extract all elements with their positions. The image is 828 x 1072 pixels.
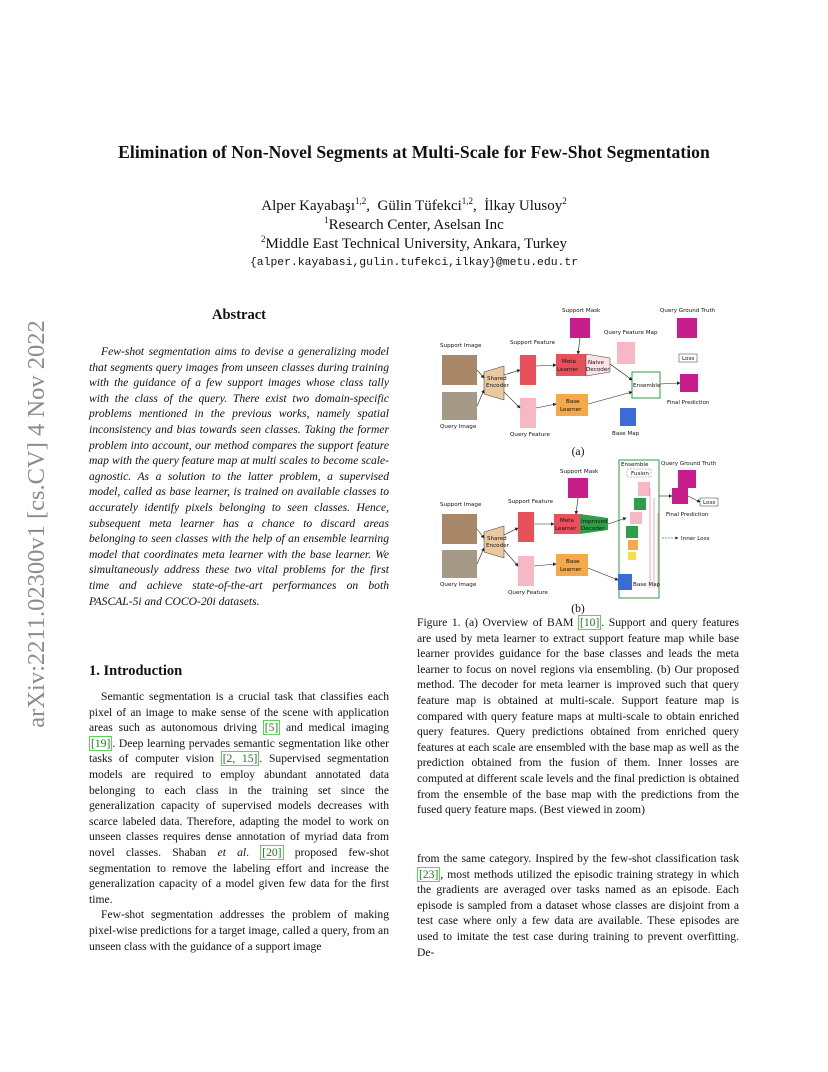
label-loss: Loss bbox=[682, 356, 695, 362]
citation-link[interactable]: [23] bbox=[419, 867, 439, 881]
scale-block bbox=[634, 498, 646, 510]
affiliation-line bbox=[0, 215, 828, 234]
query-feature-block bbox=[518, 556, 534, 586]
label-base-map: Base Map bbox=[633, 582, 661, 588]
author-affiliation: 2 bbox=[562, 196, 567, 206]
citation-link[interactable]: [2, 15] bbox=[222, 752, 258, 766]
label-ensemble: Ensemble bbox=[633, 383, 661, 389]
arrow bbox=[536, 404, 556, 408]
label-base-map: Base Map bbox=[612, 431, 640, 437]
label-query-feature: Query Feature bbox=[508, 590, 548, 596]
arrow bbox=[578, 338, 580, 354]
label-support-feature: Support Feature bbox=[510, 340, 556, 346]
label-improved: Improved bbox=[581, 519, 608, 525]
label-query-image: Query Image bbox=[440, 582, 477, 588]
arrow bbox=[504, 528, 518, 535]
author-affiliation: 1,2 bbox=[355, 196, 367, 206]
label-encoder: Encoder bbox=[486, 543, 509, 549]
query-gt-image bbox=[677, 318, 697, 338]
citation-link[interactable]: [19] bbox=[91, 736, 111, 750]
text-run: . Support and query features are used by meta learner to extract support feature map while base learner provides guidance for the base classes and leads the meta learner to focus on novel regions via ensembling. (b) Our proposed method. The decoder for meta learner is improved such that query feature map is obtained at multi-scale. Support feature map is compared with query feature maps at multi-scale to obtain enriched query features. Query predictions obtained from enriched query features at each scale are ensembled with the base map as well as the prediction obtained from the fusion of them. Inner losses are computed at different scale levels and the final prediction is obtained from the ensemble of the base map with the predictions from the fused query feature maps. (Best viewed in zoom) bbox=[417, 616, 739, 817]
base-map-image bbox=[620, 408, 636, 426]
affiliation-number: 2 bbox=[261, 234, 266, 244]
author-name: Alper Kayabaşı bbox=[261, 198, 355, 214]
query-feature-map-block bbox=[617, 342, 635, 364]
author-list: Alper Kayabaşı$^{1,2}$, Gülin Tüfekci$^{1,2}$, İlkay Ulusoy$^2$ bbox=[261, 196, 567, 214]
label-support-mask: Support Mask bbox=[560, 469, 599, 475]
affiliation-line bbox=[0, 234, 828, 253]
label-query-feature: Query Feature bbox=[510, 432, 550, 438]
arrow bbox=[477, 548, 484, 564]
citation-link[interactable]: [20] bbox=[262, 845, 282, 859]
label-support-feature: Support Feature bbox=[508, 499, 554, 505]
label-ensemble: Ensemble bbox=[621, 462, 649, 468]
arrow bbox=[477, 370, 484, 378]
arrow bbox=[610, 364, 632, 380]
arrow bbox=[504, 550, 518, 566]
citation-link[interactable]: [10] bbox=[579, 616, 600, 629]
scale-block bbox=[628, 540, 638, 550]
figure-1-caption bbox=[417, 615, 739, 818]
base-map-image bbox=[618, 574, 632, 590]
label-base: Base bbox=[566, 559, 580, 565]
arrow bbox=[504, 370, 520, 375]
author-affiliation: 1,2 bbox=[461, 196, 474, 206]
label-loss: Loss bbox=[703, 500, 716, 506]
label-support-mask: Support Mask bbox=[562, 308, 601, 314]
label-encoder: Encoder bbox=[486, 383, 509, 389]
arrow bbox=[477, 529, 484, 538]
arxiv-stamp bbox=[22, 286, 52, 761]
intro-paragraph-1 bbox=[89, 689, 389, 907]
support-mask-image bbox=[570, 318, 590, 338]
paper-title: Elimination of Non-Novel Segments at Multi-Scale for Few-Shot Segmentation bbox=[118, 142, 710, 162]
label-query-ground-truth: Query Ground Truth bbox=[661, 461, 717, 467]
scale-block bbox=[626, 526, 638, 538]
affiliation-number: 1 bbox=[324, 215, 329, 225]
query-gt-image bbox=[678, 470, 696, 488]
abstract-heading: Abstract bbox=[212, 307, 266, 323]
label-query-feature-map: Query Feature Map bbox=[604, 330, 658, 336]
text-run: . Supervised segmentation models are required to employ abundant annotated data belonging to each class in the training set since the generalization capacity of supervised models decreases with scarce labeled data. Therefore, adapting the model to work on unseen classes requires dense annotation of myriad data from novel classes. Shaban bbox=[89, 752, 389, 859]
text-run: Figure 1. (a) Overview of BAM bbox=[417, 616, 578, 629]
label-fusion: Fusion bbox=[631, 471, 649, 477]
arrow bbox=[504, 392, 520, 408]
arrow bbox=[576, 498, 578, 514]
figure-1b-diagram bbox=[432, 458, 732, 603]
label-support-image: Support Image bbox=[440, 502, 482, 508]
final-prediction-image bbox=[672, 488, 688, 504]
label-decoder: Decoder bbox=[581, 526, 605, 532]
citation-link[interactable]: [5] bbox=[264, 721, 279, 735]
support-feature-block bbox=[520, 355, 536, 385]
scale-block bbox=[628, 552, 636, 560]
arrow bbox=[534, 564, 556, 566]
arrow bbox=[688, 496, 700, 502]
query-feature-block bbox=[520, 398, 536, 428]
query-photo bbox=[442, 392, 477, 420]
author-name: Gülin Tüfekci bbox=[377, 198, 462, 214]
label-query-ground-truth: Query Ground Truth bbox=[660, 308, 716, 314]
label-base-learner: Learner bbox=[560, 407, 582, 413]
label-meta: Meta bbox=[562, 359, 576, 365]
arrow bbox=[536, 365, 556, 366]
scale-block bbox=[638, 482, 650, 496]
figure-1a-diagram bbox=[432, 300, 732, 442]
shared-encoder bbox=[484, 526, 504, 558]
author-name: İlkay Ulusoy bbox=[484, 198, 563, 214]
support-photo bbox=[442, 514, 477, 544]
text-run: . bbox=[246, 845, 261, 859]
query-photo bbox=[442, 550, 477, 578]
final-prediction-image bbox=[680, 374, 698, 392]
text-run: from the same category. Inspired by the few-shot classification task bbox=[417, 852, 739, 865]
abstract-text: Few-shot segmentation aims to devise a generalizing model that segments query images from unseen classes during training with the guidance of a few support images whose class tally with the class of the query. There exist two domain-specific problems mentioned in the previous works, namely spatial inconsistency and bias towards seen classes. Taking the former problem into account, our method compares the support feature map with the query feature map at multi scales to become scale-agnostic. As a solution to the latter problem, a supervised model, called as base learner, is trained on available classes to accurately identify pixels belonging to seen classes. Hence, subsequent meta learner has a chance to discard areas belonging to seen classes with the help of an ensemble learning model that coordinates meta learner with the base learner. We simultaneously address these two vital problems for the first time and achieve state-of-the-art performances on both PASCAL-5i and COCO-20i datasets. bbox=[89, 345, 389, 608]
text-run: Semantic segmentation is a crucial task that classifies each pixel of an image to make sense of the scene with application areas such as autonomous driving bbox=[89, 690, 389, 735]
label-support-image: Support Image bbox=[440, 343, 482, 349]
label-shared: Shared bbox=[487, 536, 507, 542]
label-query-image: Query Image bbox=[440, 424, 477, 430]
text-run: . Deep learning pervades semantic segmentation like other tasks of computer vision bbox=[89, 736, 389, 766]
label-final-prediction: Final Prediction bbox=[667, 400, 710, 406]
support-photo bbox=[442, 355, 477, 385]
label-inner-loss: Inner Loss bbox=[681, 536, 710, 542]
text-run: and medical imaging bbox=[280, 721, 389, 735]
arrow bbox=[588, 392, 632, 404]
text-run: proposed few-shot segmentation to remove the labeling effort and increase the generalization capacity of a model given few data for the first time. bbox=[89, 845, 389, 906]
label-base: Base bbox=[566, 399, 580, 405]
label-learner: Learner bbox=[555, 526, 577, 532]
intro-paragraph-3 bbox=[417, 851, 739, 960]
label-shared: Shared bbox=[487, 376, 507, 382]
label-base-learner: Learner bbox=[560, 567, 582, 573]
affiliation-text: Research Center, Aselsan Inc bbox=[328, 217, 504, 233]
figure-1b-label: (b) bbox=[571, 602, 585, 615]
support-mask-image bbox=[568, 478, 588, 498]
arrow bbox=[660, 383, 680, 384]
author-emails: {alper.kayabasi,gulin.tufekci,ilkay}@metu.edu.tr bbox=[249, 257, 579, 269]
label-meta: Meta bbox=[560, 518, 574, 524]
section-heading: 1. Introduction bbox=[89, 663, 183, 679]
intro-right-column bbox=[417, 851, 739, 960]
text-run: et al bbox=[217, 845, 247, 859]
affiliation-text: Middle East Technical University, Ankara, Turkey bbox=[265, 236, 567, 252]
text-run: , most methods utilized the episodic training strategy in which the gradients are averaged over tasks named as an episode. Each episode is sampled from a dataset whose classes are disjoint from a test case where only a few data are available. These episodes are used to imitate the test case during training to prevent overfitting. De- bbox=[417, 867, 739, 959]
scale-block bbox=[630, 512, 642, 524]
arrow bbox=[608, 518, 626, 524]
support-feature-block bbox=[518, 512, 534, 542]
arrow bbox=[588, 568, 618, 580]
label-learner: Learner bbox=[557, 367, 579, 373]
label-naive: Naive bbox=[588, 360, 604, 366]
label-decoder: Decoder bbox=[586, 367, 610, 373]
arrow bbox=[477, 390, 484, 406]
intro-paragraph-2: Few-shot segmentation addresses the problem of making pixel-wise predictions for a target image, called a query, from an unseen class with the guidance of a support image bbox=[89, 908, 389, 953]
arxiv-id: arXiv:2211.02300v1 [cs.CV] 4 Nov 2022 bbox=[23, 319, 50, 728]
intro-left-column bbox=[89, 689, 389, 954]
label-final-prediction: Final Prediction bbox=[666, 512, 709, 518]
figure-1a-label: (a) bbox=[571, 445, 585, 458]
